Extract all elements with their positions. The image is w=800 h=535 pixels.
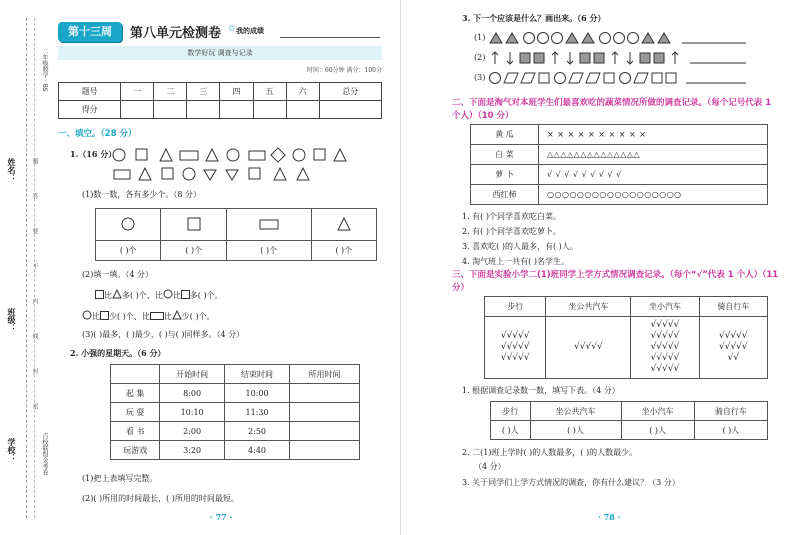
rectangle-shape — [249, 151, 265, 160]
vegetable-name-cell: 萝 卜 — [471, 165, 539, 185]
parallelogram-shape — [504, 73, 518, 83]
activity-cell: 玩 耍 — [111, 403, 160, 422]
filled-triangle-shape — [490, 33, 502, 43]
square-icon — [188, 218, 200, 230]
activity-cell: 起 集 — [111, 384, 160, 403]
vegetable-table — [470, 124, 768, 205]
end-time-cell: 10:00 — [225, 384, 290, 403]
circle-icon — [82, 310, 92, 320]
vegetable-row — [471, 165, 768, 185]
circle-shape — [614, 33, 625, 44]
triangle-shape — [226, 170, 238, 180]
binding-dashed-line — [26, 18, 27, 518]
count-shape-row — [96, 209, 377, 241]
commute-count-answer-cell[interactable]: ( )人 — [491, 421, 531, 440]
vegetable-marks-cell: √ √ √ √ √ √ √ √ √ — [539, 165, 768, 185]
commute-marks-cell: √√√√√ √√√√√ √√√√√ √√√√√ √√√√√ — [631, 317, 699, 379]
commute-count-answer-cell[interactable]: ( )人 — [621, 421, 694, 440]
circle-shape — [628, 33, 639, 44]
pattern-label: (1) — [474, 33, 486, 42]
week-header-cell — [111, 365, 160, 384]
week-header-cell: 开始时间 — [160, 365, 225, 384]
section-3-heading: 三、下面是实验小学二(1)班同学上学方式情况调查记录。（每个“√”代表 1 个人）（11 分） — [452, 270, 779, 293]
filled-square-shape — [594, 53, 604, 63]
commute-header-cell: 坐公共汽车 — [546, 297, 631, 317]
filled-triangle-shape — [642, 33, 654, 43]
circle-shape — [552, 33, 563, 44]
score-cell[interactable] — [121, 101, 154, 119]
s3-q2-points: （4 分） — [474, 462, 506, 471]
q1-label: 1.（16 分） — [70, 149, 117, 159]
score-cell[interactable] — [154, 101, 187, 119]
filled-square-shape — [520, 53, 530, 63]
parallelogram-shape — [586, 73, 600, 83]
square-icon — [95, 290, 104, 299]
count-shape-cell — [161, 209, 226, 241]
duration-cell[interactable] — [290, 403, 360, 422]
score-header-cell: 四 — [220, 83, 253, 101]
unit-title: 第八单元检测卷 — [130, 26, 222, 41]
vegetable-marks-cell: △△△△△△△△△△△△△△ — [539, 145, 768, 165]
square-shape — [249, 168, 260, 179]
duration-cell[interactable] — [290, 422, 360, 441]
seal-char: 答 — [31, 193, 38, 199]
score-label: 我的成绩 — [236, 26, 264, 35]
commute-count-header-cell: 坐公共汽车 — [530, 402, 621, 421]
section-1-heading: 一、填空。（28 分） — [58, 129, 137, 139]
q1-sub3: (3)( )最多，( )最少，( )与( )同样多。（4 分） — [82, 330, 245, 339]
week-table-row — [111, 403, 360, 422]
score-header-cell: 总分 — [319, 83, 381, 101]
score-table — [58, 82, 382, 119]
seal-char: 线 — [31, 333, 38, 339]
fill-line-2-text: 少( )个。 — [181, 312, 215, 321]
score-header-cell: 题号 — [59, 83, 121, 101]
filled-square-shape — [534, 53, 544, 63]
seal-char: 题 — [31, 158, 38, 164]
triangle-icon — [172, 310, 182, 320]
score-cell[interactable] — [220, 101, 253, 119]
duration-cell[interactable] — [290, 384, 360, 403]
parallelogram-shape — [521, 73, 535, 83]
vegetable-marks-cell: × × × × × × × × × × — [539, 125, 768, 145]
commute-record-table — [484, 296, 768, 379]
square-shape — [666, 73, 676, 83]
commute-count-table — [490, 401, 768, 440]
filled-square-shape — [640, 53, 650, 63]
commute-count-answer-cell[interactable]: ( )人 — [530, 421, 621, 440]
q1-sub1: (1)数一数，各有多少个。（8 分） — [82, 190, 201, 199]
circle-icon — [122, 218, 134, 230]
triangle-shape — [206, 149, 218, 161]
rectangle-icon — [260, 220, 278, 229]
count-answer-cell[interactable]: ( )个 — [161, 241, 226, 261]
triangle-shape — [334, 149, 346, 161]
triangle-shape — [297, 168, 309, 180]
start-time-cell: 8:00 — [160, 384, 225, 403]
vegetable-marks-cell: ○○○○○○○○○○○○○○○○○○ — [539, 185, 768, 205]
pattern-row-2 — [488, 50, 778, 66]
fill-line-1-text: 比 — [172, 291, 181, 300]
page-number: · 78 · — [598, 512, 621, 522]
square-shape — [604, 73, 614, 83]
week-header-cell: 所用时间 — [290, 365, 360, 384]
pattern-row-1 — [488, 31, 778, 45]
triangle-shape — [274, 168, 286, 180]
name-label: 姓名： — [7, 158, 16, 182]
fill-line-1-text: 多( )个、比 — [122, 291, 163, 300]
count-table — [95, 208, 377, 261]
fill-line-2 — [82, 310, 215, 322]
commute-marks-cell: √√√√√ — [546, 317, 631, 379]
count-answer-cell[interactable]: ( )个 — [96, 241, 161, 261]
class-label: 班级： — [7, 308, 16, 332]
square-shape — [271, 148, 285, 162]
commute-count-header-row — [491, 402, 768, 421]
vegetable-name-cell: 西红柿 — [471, 185, 539, 205]
score-table-header-row — [59, 83, 382, 101]
page-number: · 77 · — [210, 512, 233, 522]
time-info: 时间：60分钟 满分：100分 — [307, 67, 382, 74]
fill-line-2-text: 比 — [163, 312, 172, 321]
filled-triangle-shape — [658, 33, 670, 43]
commute-header-cell: 骑自行车 — [699, 297, 767, 317]
week-table-row — [111, 441, 360, 460]
commute-header-row — [485, 297, 768, 317]
triangle-shape — [204, 170, 216, 180]
rectangle-shape — [114, 170, 130, 179]
commute-count-header-cell: 坐小汽车 — [621, 402, 694, 421]
activity-cell: 玩游戏 — [111, 441, 160, 460]
commute-count-answer-cell[interactable]: ( )人 — [694, 421, 767, 440]
shapes-row-2 — [112, 166, 392, 182]
q2-sub2: (2)( )所用的时间最长，( )所用的时间最短。 — [82, 494, 239, 503]
score-cell[interactable] — [319, 101, 381, 119]
end-time-cell: 2:50 — [225, 422, 290, 441]
count-answer-cell[interactable]: ( )个 — [311, 241, 377, 261]
commute-count-answer-row — [491, 421, 768, 440]
school-label: 学校： — [7, 438, 16, 462]
start-time-cell: 10:10 — [160, 403, 225, 422]
filled-square-shape — [654, 53, 664, 63]
score-cell[interactable] — [253, 101, 286, 119]
parallelogram-shape — [634, 73, 648, 83]
vegetable-row — [471, 185, 768, 205]
start-time-cell: 3:20 — [160, 441, 225, 460]
circle-shape — [227, 149, 239, 161]
score-cell[interactable] — [187, 101, 220, 119]
s2-q1: 1. 有( )个同学喜欢吃白菜。 — [462, 212, 561, 221]
pattern-row-3 — [488, 70, 778, 86]
binding-strip — [4, 18, 48, 518]
fill-line-1-text: 多( )个。 — [189, 291, 223, 300]
end-time-cell: 4:40 — [225, 441, 290, 460]
commute-header-cell: 步行 — [485, 297, 546, 317]
section-2-heading: 二、下面是淘气对本班学生们最喜欢吃的蔬菜情况所做的调查记录。（每个记号代表 1 个人）（10 分） — [452, 98, 772, 121]
duration-cell[interactable] — [290, 441, 360, 460]
week-table-row — [111, 422, 360, 441]
circle-shape — [113, 149, 125, 161]
score-header-cell: 五 — [253, 83, 286, 101]
circle-shape — [620, 73, 631, 84]
triangle-icon — [338, 218, 350, 230]
filled-square-shape — [580, 53, 590, 63]
filled-triangle-shape — [506, 33, 518, 43]
square-shape — [136, 149, 147, 160]
s3-q1: 1. 根据调查记录数一数，填写下表。（4 分） — [462, 386, 620, 395]
week-header-cell: 结束时间 — [225, 365, 290, 384]
s2-q4: 4. 淘气班上一共有( )名学生。 — [462, 257, 569, 266]
shapes-row-1 — [112, 147, 392, 163]
triangle-shape — [160, 149, 172, 161]
score-header-cell: 一 — [121, 83, 154, 101]
vegetable-name-cell: 白 菜 — [471, 145, 539, 165]
fill-line-2-text: 比 — [92, 312, 100, 321]
q2-label: 2. 小强的星期天。（6 分） — [70, 348, 166, 358]
circle-shape — [538, 33, 549, 44]
square-icon — [100, 311, 109, 320]
circle-shape — [524, 33, 535, 44]
count-answer-row — [96, 241, 377, 261]
seal-char: 不 — [31, 263, 38, 269]
fill-line-1 — [95, 289, 223, 301]
grade-text: 二年级数学 · BS — [41, 48, 48, 92]
fill-line-2-text: 少( )个、比 — [109, 312, 150, 321]
seal-char: 密 — [31, 403, 38, 409]
square-shape — [162, 168, 173, 179]
s2-q2: 2. 有( )个同学喜欢吃萝卜。 — [462, 227, 561, 236]
commute-marks-cell: √√√√√ √√√√√ √√ — [699, 317, 767, 379]
score-cell[interactable] — [286, 101, 319, 119]
score-header-cell: 三 — [187, 83, 220, 101]
fill-line-1-text: 比 — [104, 291, 112, 300]
score-header-cell: 六 — [286, 83, 319, 101]
square-shape — [652, 73, 662, 83]
start-time-cell: 2:00 — [160, 422, 225, 441]
filled-triangle-shape — [582, 33, 594, 43]
circle-icon — [163, 289, 173, 299]
commute-header-cell: 坐小汽车 — [631, 297, 699, 317]
binding-text: 百校联盟金考卷 — [41, 433, 48, 475]
triangle-icon — [112, 289, 122, 299]
score-input-line[interactable] — [280, 37, 380, 38]
square-shape — [539, 73, 549, 83]
circle-shape — [490, 73, 501, 84]
seal-char: 要 — [31, 228, 38, 234]
s2-q3: 3. 喜欢吃( )的人最多，有( )人。 — [462, 242, 578, 251]
seal-char: 内 — [31, 298, 38, 304]
q3-label: 3. 下一个应该是什么？画出来。（6 分） — [462, 13, 606, 23]
count-shape-cell — [96, 209, 161, 241]
circle-shape — [600, 33, 611, 44]
q1-sub2: (2)填一填。（4 分） — [82, 270, 153, 279]
circle-shape — [555, 73, 566, 84]
week-table — [110, 364, 360, 460]
circle-shape — [293, 149, 305, 161]
count-shape-cell — [226, 209, 311, 241]
week-badge: 第十三周 — [58, 22, 122, 42]
end-time-cell: 11:30 — [225, 403, 290, 422]
week-table-header — [111, 365, 360, 384]
filled-triangle-shape — [566, 33, 578, 43]
score-row-label: 得分 — [59, 101, 121, 119]
week-table-row — [111, 384, 360, 403]
pattern-label: (3) — [474, 73, 486, 82]
rectangle-shape — [180, 151, 198, 160]
subtitle-banner: 数学好玩 调查与记录 — [58, 46, 382, 60]
vegetable-row — [471, 125, 768, 145]
rectangle-icon — [150, 312, 164, 320]
commute-marks-row — [485, 317, 768, 379]
count-answer-cell[interactable]: ( )个 — [226, 241, 311, 261]
s3-q2: 2. 二(1)班上学时( )的人数最多，( )的人数最少。 — [462, 448, 638, 457]
square-icon — [181, 290, 190, 299]
score-table-row — [59, 101, 382, 119]
commute-count-header-cell: 骑自行车 — [694, 402, 767, 421]
triangle-shape — [139, 168, 151, 180]
commute-count-header-cell: 步行 — [491, 402, 531, 421]
commute-marks-cell: √√√√√ √√√√√ √√√√√ — [485, 317, 546, 379]
count-shape-cell — [311, 209, 377, 241]
s3-q3: 3. 关于同学们上学方式情况的调查，你有什么建议？（3 分） — [462, 478, 680, 487]
score-header-cell: 二 — [154, 83, 187, 101]
pattern-label: (2) — [474, 53, 486, 62]
activity-cell: 看 书 — [111, 422, 160, 441]
vegetable-name-cell: 黄 瓜 — [471, 125, 539, 145]
parallelogram-shape — [569, 73, 583, 83]
star-icon: ✩ — [228, 24, 236, 34]
vegetable-row — [471, 145, 768, 165]
circle-shape — [183, 168, 195, 180]
seal-char: 封 — [31, 368, 38, 374]
q2-sub1: (1)把上表填写完整。 — [82, 474, 158, 483]
square-shape — [314, 149, 325, 160]
